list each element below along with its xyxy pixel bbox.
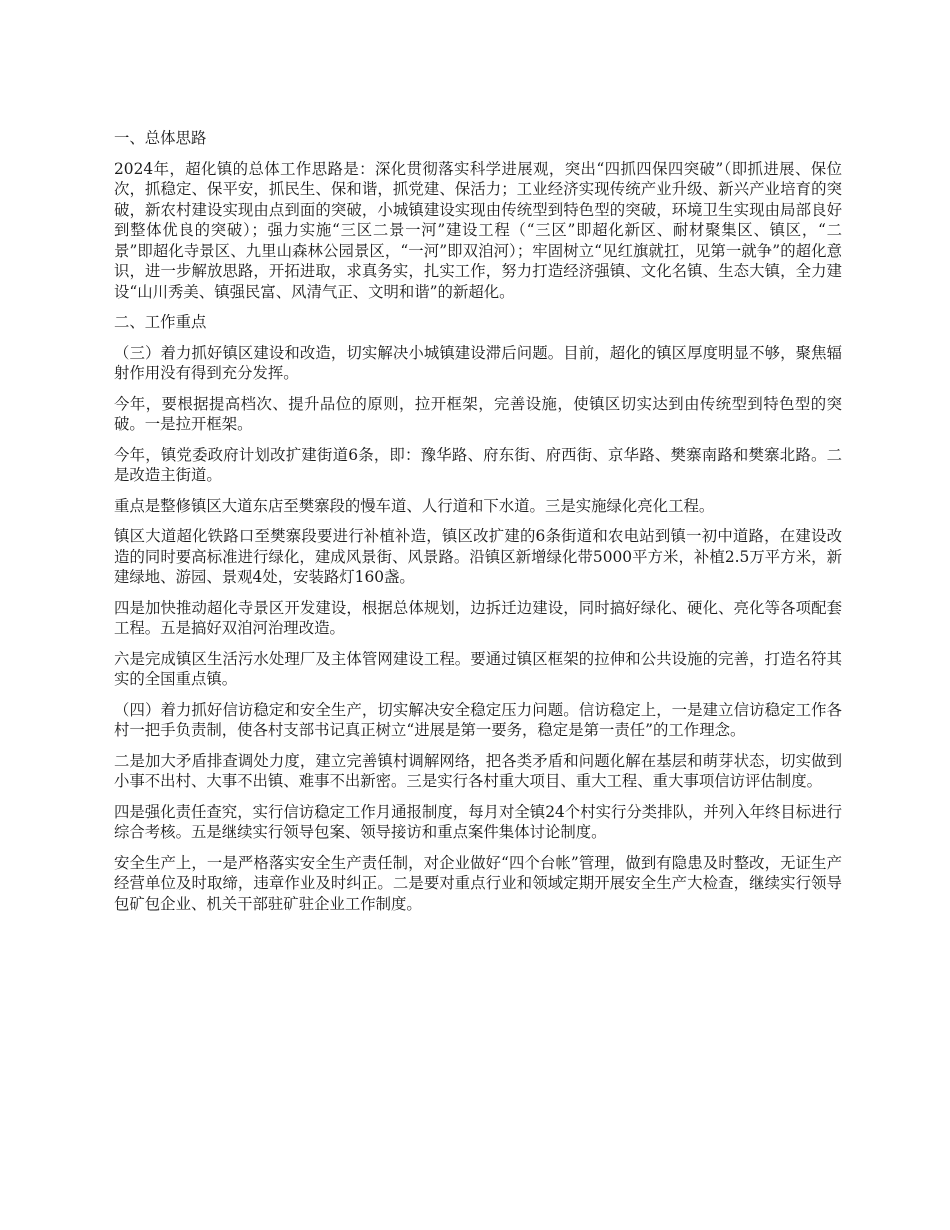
document-body <box>114 128 842 924</box>
paragraph-overall-idea: 2024年，超化镇的总体工作思路是：深化贯彻落实科学进展观，突出“四抓四保四突破”（即抓进展、保位次，抓稳定、保平安，抓民生、保和谐，抓党建、保活力；工业经济实现传统产业升级、新兴产业培育的突破，新农村建设实现由点到面的突破，小城镇建设实现由传统型到特色型的突破，环境卫生实现由局部良好到整体优良的突破）；强力实施“三区二景一河”建设工程（“三区”即超化新区、耐材聚集区、镇区，“二景”即超化寺景区、九里山森林公园景区，“一河”即双洎河）；牢固树立“见红旗就扛，见第一就争”的超化意识，进一步解放思路，开拓进取，求真务实，扎实工作，努力打造经济强镇、文化名镇、生态大镇，全力建设“山川秀美、镇强民富、风清气正、文明和谐”的新超化。 <box>114 159 842 301</box>
paragraph-sewage: 六是完成镇区生活污水处理厂及主体管网建设工程。要通过镇区框架的拉伸和公共设施的完善，打造名符其实的全国重点镇。 <box>114 649 842 688</box>
paragraph-accountability: 四是强化责任查究，实行信访稳定工作月通报制度，每月对全镇24个村实行分类排队，并列入年终目标进行综合考核。五是继续实行领导包案、领导接访和重点案件集体讨论制度。 <box>114 802 842 841</box>
section-heading-work-focus: 二、工作重点 <box>114 313 207 331</box>
paragraph-streets: 今年，镇党委政府计划改扩建街道6条，即：豫华路、府东街、府西街、京华路、樊寨南路和樊寨北路。二是改造主街道。 <box>114 445 842 484</box>
paragraph-work-safety: 安全生产上，一是严格落实安全生产责任制，对企业做好“四个台帐”管理，做到有隐患及时整改，无证生产经营单位及时取缔，违章作业及时纠正。二是要对重点行业和领域定期开展安全生产大检查，继续实行领导包矿包企业、机关干部驻矿驻企业工作制度。 <box>114 853 842 913</box>
paragraph-conflict-mediation: 二是加大矛盾排查调处力度，建立完善镇村调解网络，把各类矛盾和问题化解在基层和萌芽状态，切实做到小事不出村、大事不出镇、难事不出新密。三是实行各村重大项目、重大工程、重大事项信访评估制度。 <box>114 751 842 790</box>
paragraph-greening: 镇区大道超化铁路口至樊寨段要进行补植补造，镇区改扩建的6条街道和农电站到镇一初中道路，在建设改造的同时要高标准进行绿化，建成风景街、风景路。沿镇区新增绿化带5000平方米，补植2.5万平方米，新建绿地、游园、景观4处，安装路灯160盏。 <box>114 527 842 586</box>
paragraph-town-construction: （三）着力抓好镇区建设和改造，切实解决小城镇建设滞后问题。目前，超化的镇区厚度明显不够，聚焦辐射作用没有得到充分发挥。 <box>114 343 842 382</box>
paragraph-petition-stability: （四）着力抓好信访稳定和安全生产，切实解决安全稳定压力问题。信访稳定上，一是建立信访稳定工作各村一把手负责制，使各村支部书记真正树立“进展是第一要务，稳定是第一责任”的工作理念。 <box>114 700 842 739</box>
paragraph-framework: 今年，要根据提高档次、提升品位的原则，拉开框架，完善设施，使镇区切实达到由传统型到特色型的突破。一是拉开框架。 <box>114 394 842 433</box>
paragraph-scenic-area: 四是加快推动超化寺景区开发建设，根据总体规划，边拆迁边建设，同时搞好绿化、硬化、亮化等各项配套工程。五是搞好双洎河治理改造。 <box>114 598 842 637</box>
section-heading-overall-idea: 一、总体思路 <box>114 129 207 147</box>
paragraph-main-street: 重点是整修镇区大道东店至樊寨段的慢车道、人行道和下水道。三是实施绿化亮化工程。 <box>114 496 715 515</box>
